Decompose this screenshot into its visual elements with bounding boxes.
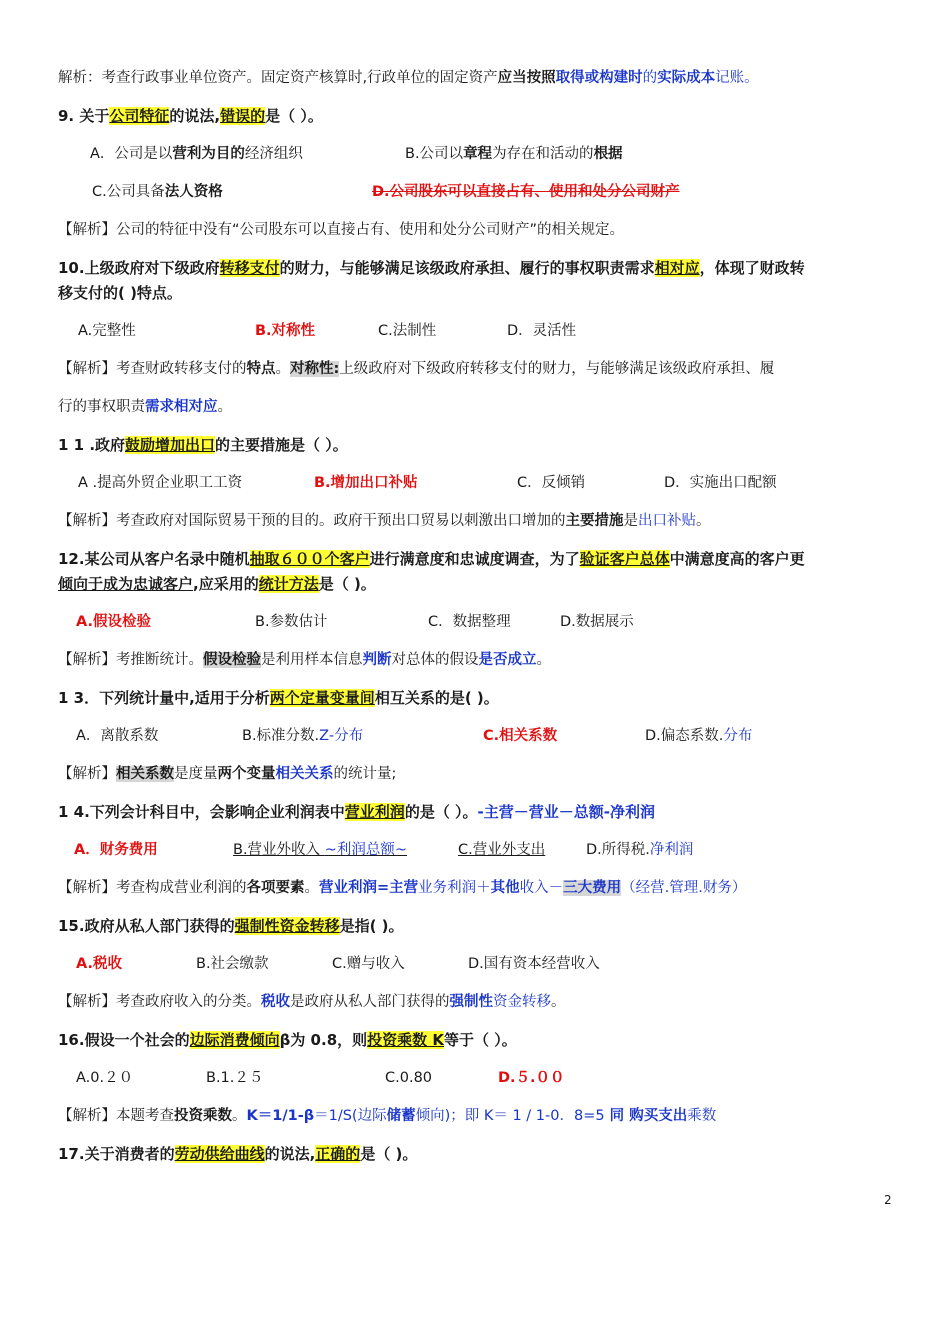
page-number: 2 (884, 1193, 892, 1207)
q12-option-c: C．数据整理 (428, 614, 511, 630)
q11-option-a: A .提高外贸企业职工工资 (78, 475, 243, 491)
q14-option-c: C.营业外支出 (458, 842, 546, 858)
q10-analysis-line-2: 行的事权职责需求相对应。 (58, 399, 232, 415)
q9-option-a: A．公司是以营利为目的经济组织 (90, 146, 303, 162)
q10-analysis-line-1: 【解析】考查财政转移支付的特点。对称性:上级政府对下级政府转移支付的财力，与能够满足该级政府承担、履 (58, 361, 775, 377)
q15-option-d: D.国有资本经营收入 (468, 956, 600, 972)
q10-option-d: D．灵活性 (507, 323, 577, 339)
q9-option-b: B.公司以章程为存在和活动的根据 (405, 146, 623, 162)
q14-option-b: B.营业外收入 ~利润总额~ (233, 842, 407, 858)
q10-option-a: A.完整性 (78, 323, 136, 339)
q16-option-c: C.0.80 (385, 1070, 433, 1086)
q15-option-c: C.赠与收入 (332, 956, 405, 972)
q9-option-c: C.公司具备法人资格 (92, 184, 223, 200)
q15-analysis: 【解析】考查政府收入的分类。税收是政府从私人部门获得的强制性资金转移。 (58, 994, 566, 1010)
q16-option-d-answer: D.５.００ (498, 1070, 565, 1086)
q12-option-d: D.数据展示 (560, 614, 634, 630)
question-11: 1 1 .政府鼓励增加出口的主要措施是（ ）。 (58, 436, 348, 454)
question-14: 1 4.下列会计科目中，会影响企业利润表中营业利润的是（ ）。-主营－营业－总额-净利润 (58, 803, 655, 821)
analysis-line-8: 解析：考查行政事业单位资产。固定资产核算时,行政单位的固定资产应当按照取得或构建时的实际成本记账。 (58, 70, 759, 86)
q14-option-a-answer: A．财务费用 (74, 842, 158, 858)
q13-option-c-answer: C.相关系数 (483, 728, 558, 744)
q13-option-a: A．离散系数 (76, 728, 159, 744)
question-17: 17.关于消费者的劳动供给曲线的说法,正确的是（ )。 (58, 1145, 418, 1163)
q15-option-b: B.社会缴款 (196, 956, 269, 972)
q10-option-b-answer: B.对称性 (255, 323, 316, 339)
q9-analysis: 【解析】公司的特征中没有“公司股东可以直接占有、使用和处分公司财产”的相关规定。 (58, 222, 625, 238)
q11-analysis: 【解析】考查政府对国际贸易干预的目的。政府干预出口贸易以刺激出口增加的主要措施是出口补贴。 (58, 513, 711, 529)
q14-option-d: D.所得税.净利润 (586, 842, 694, 858)
q16-analysis: 【解析】本题考查投资乘数。K＝1/1-β＝1/S(边际储蓄倾向)；即 K＝ 1 / 1-0．8=5 同 购买支出乘数 (58, 1108, 717, 1124)
question-12-line-1: 12.某公司从客户名录中随机抽取６００个客户进行满意度和忠诚度调查，为了验证客户总体中满意度高的客户更 (58, 550, 805, 568)
q11-option-d: D．实施出口配额 (664, 475, 777, 491)
q11-option-b-answer: B.增加出口补贴 (314, 475, 418, 491)
q13-option-b: B.标准分数.Z-分布 (242, 728, 364, 744)
q9-option-d-answer: D.公司股东可以直接占有、使用和处分公司财产 (372, 184, 680, 200)
q16-option-b: B.1.２５ (206, 1070, 264, 1086)
q12-option-a-answer: A.假设检验 (76, 614, 151, 630)
q12-option-b: B.参数估计 (255, 614, 328, 630)
q13-analysis: 【解析】相关系数是度量两个变量相关关系的统计量; (58, 766, 397, 782)
q15-option-a-answer: A.税收 (76, 956, 122, 972)
q12-analysis: 【解析】考推断统计。假设检验是利用样本信息判断对总体的假设是否成立。 (58, 652, 551, 668)
q11-option-c: C．反倾销 (517, 475, 586, 491)
q10-option-c: C.法制性 (378, 323, 437, 339)
question-13: 1 3．下列统计量中,适用于分析两个定量变量间相互关系的是( )。 (58, 689, 499, 707)
question-10-line-1: 10.上级政府对下级政府转移支付的财力，与能够满足该级政府承担、履行的事权职责需求相对应，体现了财政转 (58, 259, 805, 277)
question-9: 9. 关于公司特征的说法,错误的是（ ）。 (58, 107, 323, 125)
question-16: 16.假设一个社会的边际消费倾向β为 0.8，则投资乘数 K等于（ ）。 (58, 1031, 517, 1049)
q16-option-a: A.0.２０ (76, 1070, 134, 1086)
question-12-line-2: 倾向于成为忠诚客户,应采用的统计方法是（ )。 (58, 575, 376, 593)
q13-option-d: D.偏态系数.分布 (645, 728, 753, 744)
question-10-line-2: 移支付的( )特点。 (58, 284, 182, 302)
q14-analysis: 【解析】考查构成营业利润的各项要素。营业利润=主营业务利润＋其他收入－三大费用（经营.管理.财务） (58, 880, 747, 896)
question-15: 15.政府从私人部门获得的强制性资金转移是指( )。 (58, 917, 404, 935)
